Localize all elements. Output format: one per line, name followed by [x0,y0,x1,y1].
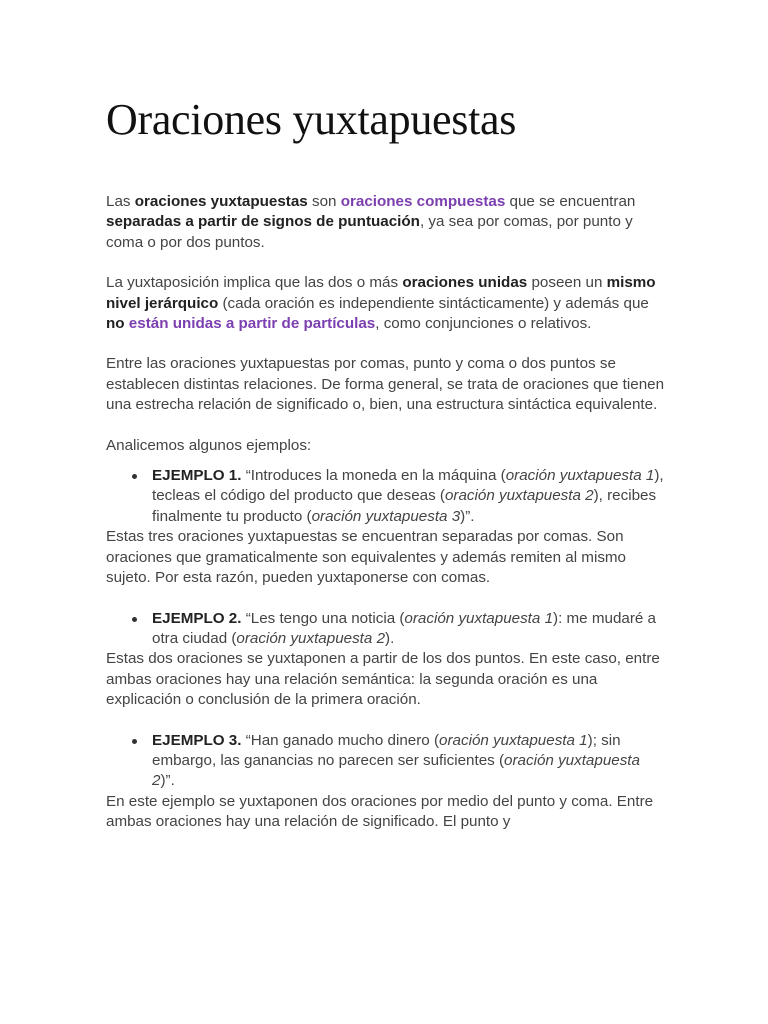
example-explanation: Estas dos oraciones se yuxtaponen a partir de los dos puntos. En este caso, entre ambas oraciones hay una relación semántica: la segunda oración es una explicación o conclusión de la primera oración. [106,650,660,709]
link-oraciones-compuestas[interactable]: oraciones compuestas [340,193,506,210]
example-3 [106,731,666,833]
italic-term: oración yuxtapuesta 1 [439,731,588,749]
example-label: EJEMPLO 2. [152,609,242,627]
text-segment: La yuxtaposición implica que las dos o más [106,274,403,292]
bold-term: no [106,315,125,333]
bold-term: oraciones yuxtapuestas [134,193,308,210]
text-segment: ): me mudaré a otra ciudad ( [152,609,657,647]
text-segment: son [307,193,341,210]
example-list [106,466,666,527]
bold-term: mismo nivel jerárquico [106,274,656,312]
italic-term: oración yuxtapuesta 1 [505,467,655,485]
bold-term: separadas a partir de signos de puntuación [106,213,420,231]
italic-term: oración yuxtapuesta 3 [311,507,461,525]
example-label: EJEMPLO 1. [152,467,242,485]
list-item [152,609,666,650]
example-list [106,731,666,792]
intro-paragraph [106,192,666,253]
juxtaposition-paragraph [106,273,666,334]
text-segment: “Les tengo una noticia ( [241,609,405,627]
text-segment: ). [385,629,395,647]
text-segment: que se encuentran [505,193,636,210]
link-particulas[interactable]: están unidas a partir de partículas [128,315,376,333]
text-segment: “Introduces la moneda en la máquina ( [241,467,506,485]
example-list [106,609,666,650]
example-2 [106,609,666,711]
italic-term: oración yuxtapuesta 1 [404,609,554,627]
example-explanation: En este ejemplo se yuxtaponen dos oraciones por medio del punto y coma. Entre ambas oraciones hay una relación de significado. El punto y [106,792,654,831]
list-item [152,731,666,792]
text-segment: Las [106,193,135,210]
bold-term: oraciones unidas [402,274,528,292]
text-segment: , ya sea por comas, por punto y coma o por dos puntos. [106,213,633,251]
text-segment: , como conjunciones o relativos. [375,315,592,333]
text-segment: ), recibes finalmente tu producto ( [152,487,657,525]
list-item [152,466,666,527]
text-segment: )”. [160,772,175,790]
text-segment: ), tecleas el código del producto que deseas ( [152,467,664,505]
example-label: EJEMPLO 3. [152,731,242,749]
italic-term: oración yuxtapuesta 2 [152,751,640,790]
relations-paragraph: Entre las oraciones yuxtapuestas por comas, punto y coma o dos puntos se establecen distintas relaciones. De forma general, se trata de oraciones que tienen una estrecha relación de significado o, bien, una estructura sintáctica equivalente. [106,355,665,414]
text-segment: (cada oración es independiente sintácticamente) y además que [218,294,649,312]
example-explanation: Estas tres oraciones yuxtapuestas se encuentran separadas por comas. Son oraciones que gramaticalmente son equivalentes y además remiten al mismo sujeto. Por esta razón, pueden yuxtaponerse con comas. [106,528,627,587]
examples-intro: Analicemos algunos ejemplos: [106,436,312,454]
text-segment: poseen un [527,274,607,292]
italic-term: oración yuxtapuesta 2 [444,487,594,505]
text-segment: )”. [460,507,475,525]
text-segment: “Han ganado mucho dinero ( [241,731,440,749]
article-body [106,192,666,853]
example-1 [106,466,666,588]
page-title: Oraciones yuxtapuestas [106,95,517,144]
text-segment: ); sin embargo, las ganancias no parecen ser suficientes ( [152,731,621,769]
italic-term: oración yuxtapuesta 2 [236,629,386,647]
